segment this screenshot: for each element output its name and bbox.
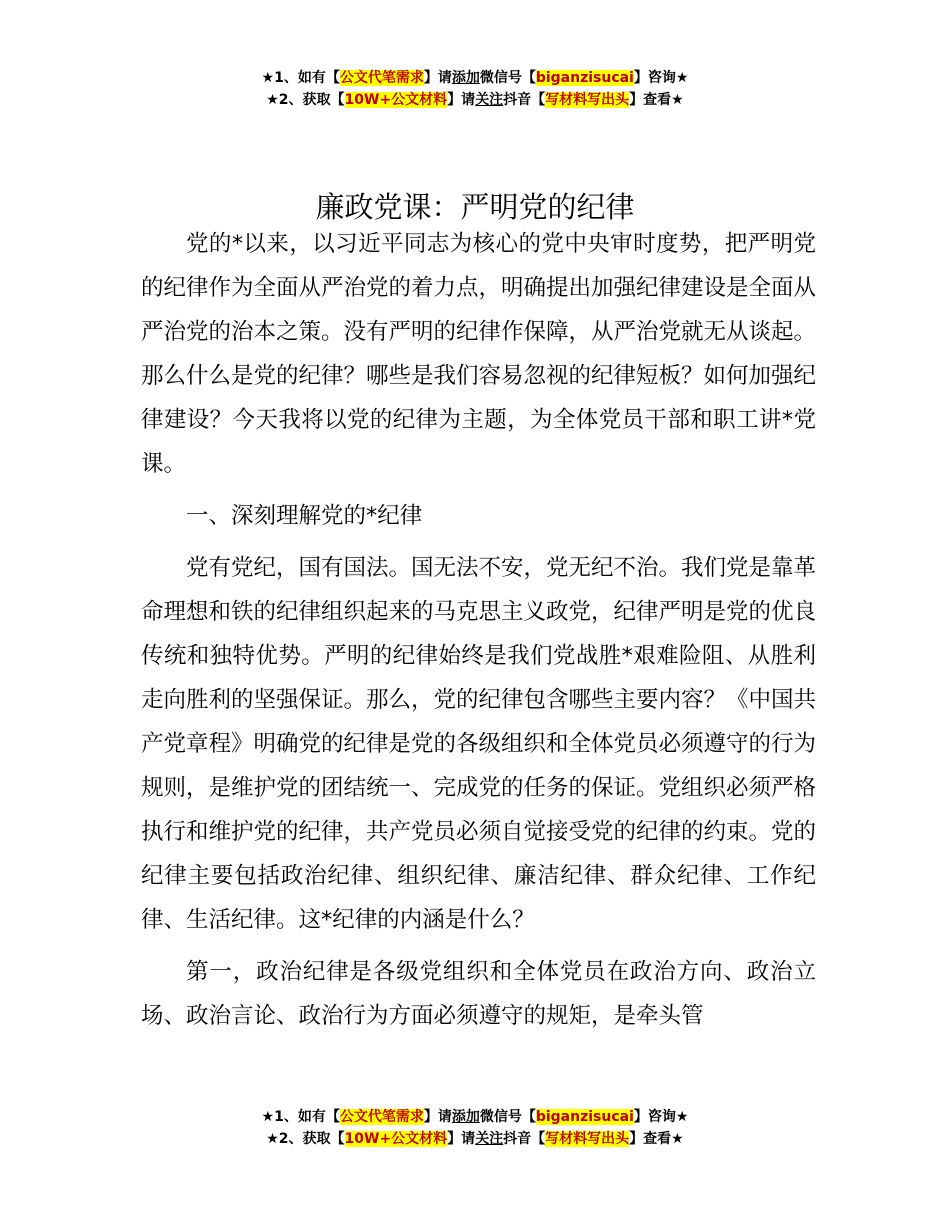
banner-highlight-materials: 10W+公文材料	[344, 1131, 448, 1147]
banner-line-1-prefix: ★1、如有【	[261, 1109, 340, 1125]
banner-highlight-materials: 10W+公文材料	[344, 92, 448, 108]
banner-line-1-suffix: 】咨询★	[633, 70, 689, 86]
banner-underline-follow: 关注	[475, 92, 504, 108]
paragraph-political-discipline: 第一，政治纪律是各级党组织和全体党员在政治方向、政治立场、政治言论、政治行为方面必须遵守的规矩，是牵头管	[141, 959, 816, 1029]
banner-line-2-mid: 】请	[447, 92, 476, 108]
banner-line-2-prefix: ★2、获取【	[266, 92, 345, 108]
banner-highlight-douyin-id: 写材料写出头	[545, 1131, 630, 1147]
document-title: 廉政党课：严明党的纪律	[315, 190, 635, 225]
banner-line-1-mid2: 微信号【	[479, 70, 536, 86]
banner-line-2	[0, 89, 950, 111]
banner-line-1	[0, 1106, 950, 1128]
banner-highlight-wechat-id: biganzisucai	[535, 1109, 634, 1125]
banner-line-2-mid: 】请	[447, 1131, 476, 1147]
banner-line-2	[0, 1128, 950, 1150]
header-banner	[0, 67, 950, 111]
banner-line-1-mid2: 微信号【	[479, 1109, 536, 1125]
document-body	[141, 222, 816, 1046]
banner-underline-add: 添加	[451, 1109, 480, 1125]
paragraph-discipline-overview: 党有党纪，国有国法。国无法不安，党无纪不治。我们党是靠革命理想和铁的纪律组织起来的马克思主义政党，纪律严明是党的优良传统和独特优势。严明的纪律始终是我们党战胜*艰难险阻、从胜利走向胜利的坚强保证。那么，党的纪律包含哪些主要内容？《中国共产党章程》明确党的纪律是党的各级组织和全体党员必须遵守的行为规则，是维护党的团结统一、完成党的任务的保证。党组织必须严格执行和维护党的纪律，共产党员必须自觉接受党的纪律的约束。党的纪律主要包括政治纪律、组织纪律、廉洁纪律、群众纪律、工作纪律、生活纪律。这*纪律的内涵是什么？	[141, 555, 817, 933]
banner-line-1-mid: 】请	[423, 1109, 452, 1125]
banner-line-2-suffix: 】查看★	[629, 1131, 684, 1147]
banner-highlight-douyin-id: 写材料写出头	[545, 92, 630, 108]
banner-line-1-mid: 】请	[423, 70, 452, 86]
banner-highlight-wechat-id: biganzisucai	[535, 70, 634, 86]
banner-underline-follow: 关注	[475, 1131, 504, 1147]
banner-highlight-service: 公文代笔需求	[339, 70, 424, 86]
banner-line-2-mid2: 抖音【	[503, 92, 546, 108]
banner-line-1-suffix: 】咨询★	[633, 1109, 689, 1125]
banner-line-2-prefix: ★2、获取【	[266, 1131, 345, 1147]
paragraph-intro: 党的*以来，以习近平同志为核心的党中央审时度势，把严明党的纪律作为全面从严治党的着力点，明确提出加强纪律建设是全面从严治党的治本之策。没有严明的纪律作保障，从严治党就无从谈起。那么什么是党的纪律？哪些是我们容易忽视的纪律短板？如何加强纪律建设？今天我将以党的纪律为主题，为全体党员干部和职工讲*党课。	[141, 231, 817, 477]
banner-underline-add: 添加	[451, 70, 480, 86]
banner-highlight-service: 公文代笔需求	[339, 1109, 424, 1125]
banner-line-2-suffix: 】查看★	[629, 92, 684, 108]
section-heading-1: 一、深刻理解党的*纪律	[186, 503, 423, 529]
footer-banner	[0, 1106, 950, 1150]
banner-line-1-prefix: ★1、如有【	[261, 70, 340, 86]
banner-line-2-mid2: 抖音【	[503, 1131, 546, 1147]
banner-line-1	[0, 67, 950, 89]
